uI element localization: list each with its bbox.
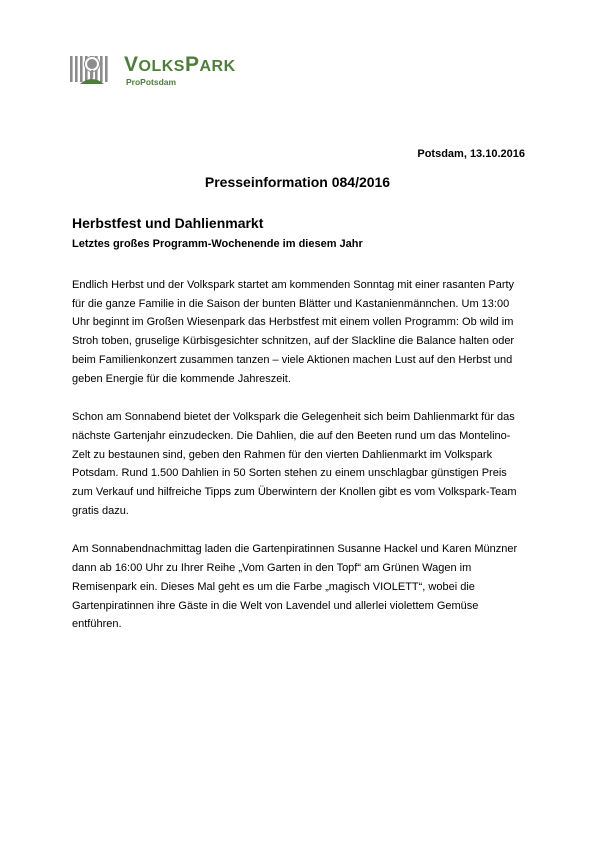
paragraph	[72, 540, 532, 634]
paragraph	[72, 408, 532, 520]
emblem-bar	[105, 56, 108, 82]
logo-letter-v: V	[124, 53, 139, 76]
press-release-title: Presseinformation 084/2016	[204, 174, 391, 190]
paragraph-line: beim Familienkonzert zusammen tanzen – viele Aktionen machen Lust auf den Herbst und	[72, 353, 513, 366]
paragraph-line: für die ganze Familie in die Saison der bunten Blätter und Kastanienmännchen. Um 13:00	[72, 297, 510, 310]
paragraph-line: Gartenpiratinnen ihre Gäste in die Welt von Lavendel und allerlei violettem Gemüse	[72, 599, 479, 612]
paragraph-line: Stroh toben, gruselige Kürbisgesichter schnitzen, auf der Slackline die Balance halten oder	[72, 335, 515, 348]
paragraph-line: dann ab 16:00 Uhr zu Ihrer Reihe „Vom Garten in den Topf“ am Grünen Wagen im	[72, 562, 472, 575]
paragraph-line: nächste Gartenjahr einzudecken. Die Dahlien, die auf den Beeten rund um das Montelino-	[72, 429, 511, 442]
paragraph	[72, 276, 532, 388]
article-subheadline: Letztes großes Programm-Wochenende im diesem Jahr	[72, 238, 363, 250]
emblem-tree-crown-inner	[87, 59, 97, 69]
volkspark-logo	[70, 54, 270, 90]
emblem-bar	[80, 56, 83, 82]
paragraph-line: entführen.	[72, 618, 122, 631]
paragraph-line: gratis dazu.	[72, 504, 129, 517]
paragraph-line: Schon am Sonnabend bietet der Volkspark die Gelegenheit sich beim Dahlienmarkt für das	[72, 411, 515, 424]
logo-wordmark	[124, 54, 236, 78]
paragraph-line: zum Verkauf und hilfreiche Tipps zum Überwintern der Knollen gibt es vom Volkspark-Team	[72, 486, 517, 499]
paragraph-line: Zelt zu bestaunen sind, geben den Rahmen für den vierten Dahlienmarkt im Volkspark	[72, 448, 493, 461]
paragraph-line: Remisenpark ein. Dieses Mal geht es um die Farbe „magisch VIOLETT“, wobei die	[72, 580, 475, 593]
paragraph-line: Uhr beginnt im Großen Wiesenpark das Herbstfest mit einem vollen Programm: Ob wild im	[72, 316, 514, 329]
paragraph-line: Am Sonnabendnachmittag laden die Gartenpiratinnen Susanne Hackel und Karen Münzner	[72, 543, 518, 556]
paragraph-line: geben Energie für die kommende Jahreszeit.	[72, 372, 291, 385]
article-body	[72, 276, 532, 654]
emblem-tree-trunk	[91, 70, 93, 78]
article-headline: Herbstfest und Dahlienmarkt	[72, 215, 264, 231]
logo-subtitle: ProPotsdam	[126, 77, 177, 87]
emblem-bar	[70, 56, 73, 82]
dateline: Potsdam, 13.10.2016	[417, 148, 525, 160]
logo-letters-olks: OLKS	[138, 58, 185, 75]
paragraph-line: Endlich Herbst und der Volkspark startet am kommenden Sonntag mit einer rasanten Party	[72, 279, 515, 291]
emblem-bar	[75, 56, 78, 82]
logo-letters-ark: ARK	[199, 58, 236, 75]
emblem-bar	[100, 56, 103, 82]
volkspark-emblem-icon	[70, 54, 122, 90]
paragraph-line: Potsdam. Rund 1.500 Dahlien in 50 Sorten stehen zu einem unschlagbar günstigen Preis	[72, 467, 507, 480]
logo-letter-p: P	[184, 53, 200, 76]
